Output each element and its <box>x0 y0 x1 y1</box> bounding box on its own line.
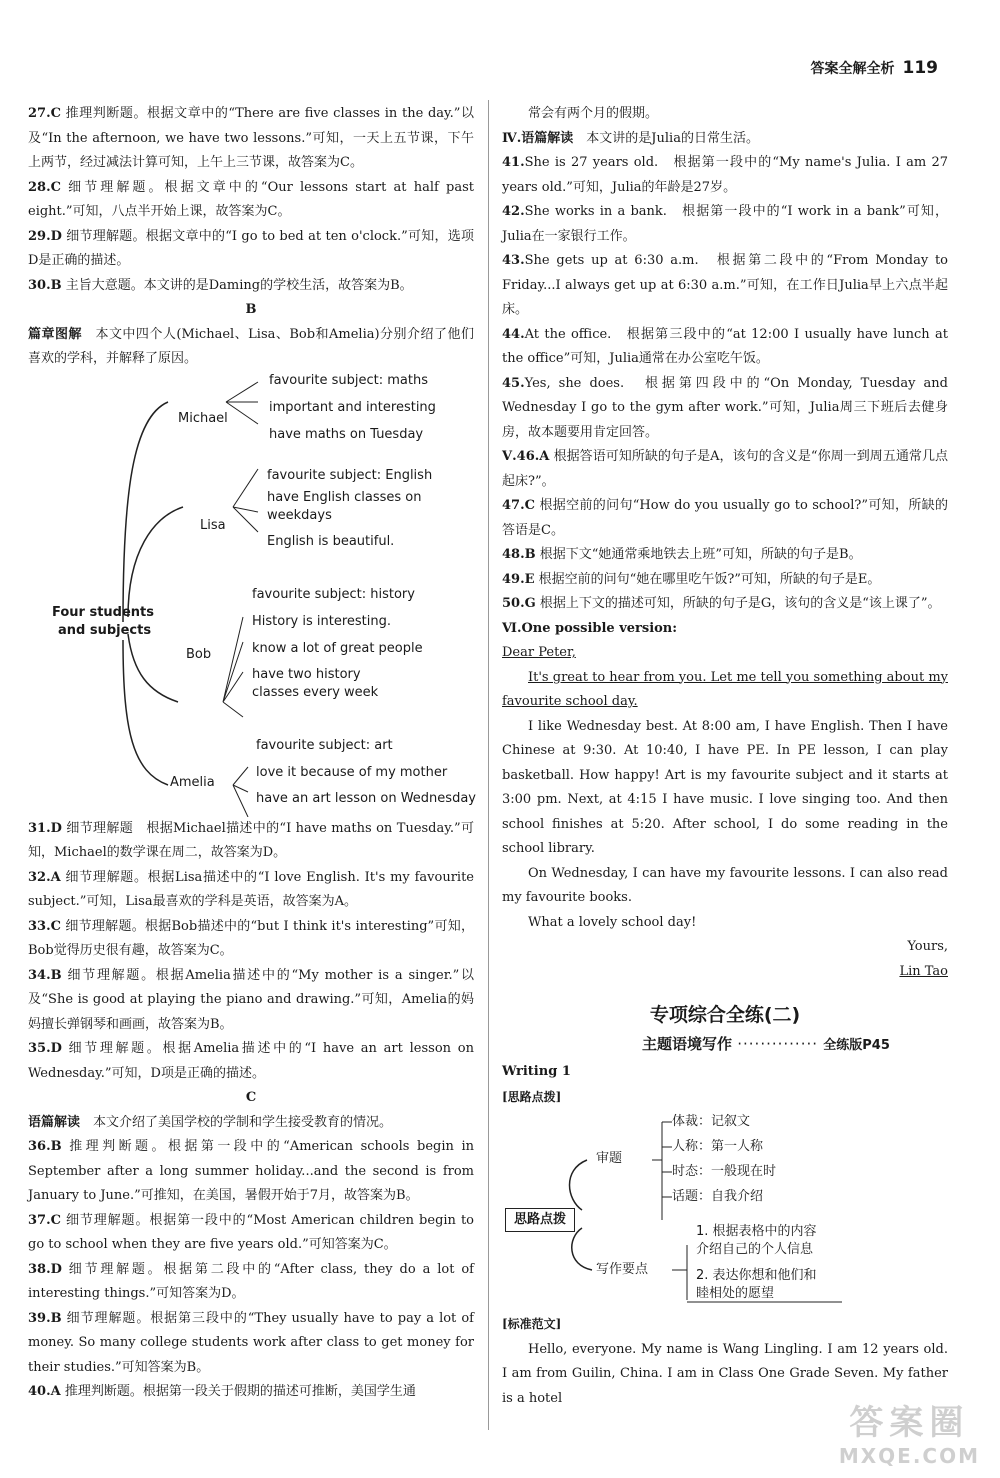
writing-map-x1: 1. 根据表格中的内容 <box>696 1224 817 1239</box>
answer-33: 33.C 细节理解题。根据Bob描述中的“but I think it's interesting”可知，Bob觉得历史很有趣，故答案为C。 <box>28 918 474 958</box>
silu-label: [思路点拨] <box>502 1089 562 1104</box>
mind-map-root-2: and subjects <box>58 622 152 638</box>
biaozhun-label: [标准范文] <box>502 1317 562 1331</box>
answer-39: 39.B 细节理解题。根据第三段中的“They usually have to pay a lot of money. So many college students work after class to get money for their studies.”可知答案为B。 <box>28 1310 474 1375</box>
sub-title: 主题语境写作 ·············· 全练版P45 <box>642 1035 890 1053</box>
amelia-leaf-3: have an art lesson on Wednesday <box>256 790 476 806</box>
answer-28: 28.C 细节理解题。根据文章中的“Our lessons start at half past eight.”可知，八点半开始上课，故答案为C。 <box>28 179 474 219</box>
answer-43: 43.She gets up at 6:30 a.m. 根据第二段中的“From Monday to Friday...I always get up at 6:30 a.m.”可知，在工作日Julia早上六点半起床。 <box>502 253 948 317</box>
bob-leaf-4b: classes every week <box>252 684 379 700</box>
page-header <box>811 58 939 78</box>
answer-44: 44.At the office. 根据第三段中的“at 12:00 I usually have lunch at the office”可知，Julia通常在办公室吃午饭。 <box>502 326 948 366</box>
letter-closing: Yours, <box>907 939 948 954</box>
writing-map-xiezuo: 写作要点 <box>596 1262 649 1277</box>
mind-map-root: Four students <box>52 604 155 620</box>
answer-37: 37.C 细节理解题。根据第一段中的“Most American children begin to go to school when they are five years old.”可知答案为C。 <box>28 1212 474 1252</box>
page-number: 119 <box>902 58 938 78</box>
answer-38: 38.D 细节理解题。根据第二段中的“After class, they do a lot of interesting things.”可知答案为D。 <box>28 1261 474 1301</box>
answer-40: 40.A 推理判断题。根据第一段关于假期的描述可推断，美国学生通 <box>28 1384 416 1399</box>
writing-map-shenti: 审题 <box>596 1151 623 1166</box>
answer-36: 36.B 推理判断题。根据第一段中的“American schools begin in September after a long summer holiday...and the second is from January to June.”可推知，在美国，暑假开始于7月，故答案为B。 <box>28 1139 474 1203</box>
header-title: 答案全解全析 <box>810 61 895 77</box>
watermark <box>839 1395 980 1468</box>
writing-map-x1b: 介绍自己的个人信息 <box>696 1242 814 1257</box>
michael-leaf-3: have maths on Tuesday <box>269 426 424 442</box>
writing-map-t2: 人称：第一人称 <box>672 1139 764 1154</box>
writing-map-t4: 话题：自我介绍 <box>672 1189 764 1204</box>
answer-40-continued: 常会有两个月的假期。 <box>528 106 659 121</box>
answer-30: 30.B 主旨大意题。本文讲的是Daming的学校生活，故答案为B。 <box>28 277 413 293</box>
passage-diagram-intro: 篇章图解 本文中四个人(Michael、Lisa、Bob和Amelia)分别介绍了他们喜欢的学科，并解释了原因。 <box>28 326 474 366</box>
writing-heading: Writing 1 <box>502 1064 571 1079</box>
michael-leaf-2: important and interesting <box>269 399 436 415</box>
lisa-leaf-2b: weekdays <box>267 507 332 523</box>
answer-45: 45.Yes, she does. 根据第四段中的“On Monday, Tuesday and Wednesday I go to the gym after work.”可知，Julia周三下班后去健身房，故本题要用肯定回答。 <box>502 375 948 440</box>
writing-map-center: 思路点拨 <box>505 1208 575 1232</box>
answer-34: 34.B 细节理解题。根据Amelia描述中的“My mother is a singer.”以及“She is good at playing the piano and drawing.”可知，Amelia的妈妈擅长弹钢琴和画画，故答案为B。 <box>28 967 474 1032</box>
answer-27: 27.C 推理判断题。根据文章中的“There are five classes in the day.”以及“In the afternoon, we have two lessons.”可知，一天上五节课，下午上两节，经过减法计算可知，上午上三节课，故答案为C。 <box>28 106 474 170</box>
answer-49: 49.E 根据空前的问句“她在哪里吃午饭?”可知，所缺的句子是E。 <box>502 571 881 587</box>
section-b-heading: B <box>245 302 257 317</box>
lisa-leaf-2: have English classes on <box>267 489 422 505</box>
column-divider <box>488 100 489 1430</box>
node-lisa: Lisa <box>200 517 226 533</box>
michael-leaf-1: favourite subject: maths <box>269 372 428 388</box>
lisa-leaf-3: English is beautiful. <box>267 533 395 549</box>
letter-para-4: What a lovely school day! <box>528 914 697 930</box>
lisa-leaf-1: favourite subject: English <box>267 467 433 483</box>
answer-32: 32.A 细节理解题。根据Lisa描述中的“I love English. It's my favourite subject.”可知，Lisa最喜欢的学科是英语，故答案为A。 <box>28 869 474 909</box>
left-column <box>28 102 474 1405</box>
writing-map-t3: 时态：一般现在时 <box>672 1164 777 1179</box>
answer-42: 42.She works in a bank. 根据第一段中的“I work in a bank”可知，Julia在一家银行工作。 <box>502 204 948 244</box>
discourse-reading-c: 语篇解读 本文介绍了美国学校的学制和学生接受教育的情况。 <box>28 1114 393 1130</box>
writing-map-x2: 2. 表达你想和他们和 <box>696 1268 817 1283</box>
answer-48: 48.B 根据下文“她通常乘地铁去上班”可知，所缺的句子是B。 <box>502 547 862 562</box>
amelia-leaf-1: favourite subject: art <box>256 737 393 753</box>
writing-map-t1: 体裁：记叙文 <box>672 1114 751 1129</box>
writing-mind-map <box>502 1110 948 1306</box>
bob-leaf-3: know a lot of great people <box>252 640 423 656</box>
letter-para-2: I like Wednesday best. At 8:00 am, I have English. Then I have Chinese at 9:30. At 10:40, I have PE. In PE lesson, I can play basketball. How happy! Art is my favourite subject and it starts at 3:00 pm. Next, at 4:15 I have music. I love singing too. And then school finishes at 5:20. After school, I do some reading in the school library. <box>502 718 948 856</box>
bob-leaf-4: have two history <box>252 666 361 682</box>
letter-para-1: It's great to hear from you. Let me tell you something about my favourite school day. <box>502 669 948 709</box>
amelia-leaf-2: love it because of my mother <box>256 764 448 780</box>
bob-leaf-1: favourite subject: history <box>252 586 415 602</box>
writing-map-x2b: 睦相处的愿望 <box>696 1286 775 1301</box>
bob-leaf-2: History is interesting. <box>252 613 392 629</box>
answer-41: 41.She is 27 years old. 根据第一段中的“My name's Julia. I am 27 years old.”可知，Julia的年龄是27岁。 <box>502 155 948 195</box>
section-c-heading: C <box>245 1090 257 1105</box>
answer-29: 29.D 细节理解题。根据文章中的“I go to bed at ten o'clock.”可知，选项D是正确的描述。 <box>28 228 474 268</box>
node-michael: Michael <box>178 410 228 426</box>
letter-signature: Lin Tao <box>899 963 948 979</box>
letter-salutation: Dear Peter, <box>502 645 576 660</box>
answer-35: 35.D 细节理解题。根据Amelia描述中的“I have an art lesson on Wednesday.”可知，D项是正确的描述。 <box>28 1041 474 1081</box>
watermark-url: MXQE.COM <box>838 1444 980 1468</box>
mind-map-four-students <box>28 372 474 817</box>
letter-para-3: On Wednesday, I can have my favourite lessons. I can also read my favourite books. <box>502 865 948 905</box>
discourse-reading-iv: Ⅳ.语篇解读 本文讲的是Julia的日常生活。 <box>502 130 759 146</box>
answer-47: 47.C 根据空前的问句“How do you usually go to school?”可知，所缺的答语是C。 <box>502 498 948 538</box>
node-amelia: Amelia <box>170 774 215 790</box>
watermark-text: 答案圈 <box>849 1403 970 1443</box>
right-column <box>502 102 948 1411</box>
answer-46: Ⅴ.46.A 根据答语可知所缺的句子是A，该句的含义是“你周一到周五通常几点起床?”。 <box>502 449 948 489</box>
section-title: 专项综合全练(二) <box>649 1004 801 1026</box>
answer-50: 50.G 根据上下文的描述可知，所缺的句子是G，该句的含义是“该上课了”。 <box>502 596 941 611</box>
section-vi-heading: Ⅵ.One possible version: <box>502 620 678 636</box>
node-bob: Bob <box>186 646 212 662</box>
model-essay: Hello, everyone. My name is Wang Lingling. I am 12 years old. I am from Guilin, China. I am in Class One Grade Seven. My father is a hotel <box>502 1341 948 1406</box>
answer-31: 31.D 细节理解题 根据Michael描述中的“I have maths on Tuesday.”可知，Michael的数学课在周二，故答案为D。 <box>28 820 474 860</box>
